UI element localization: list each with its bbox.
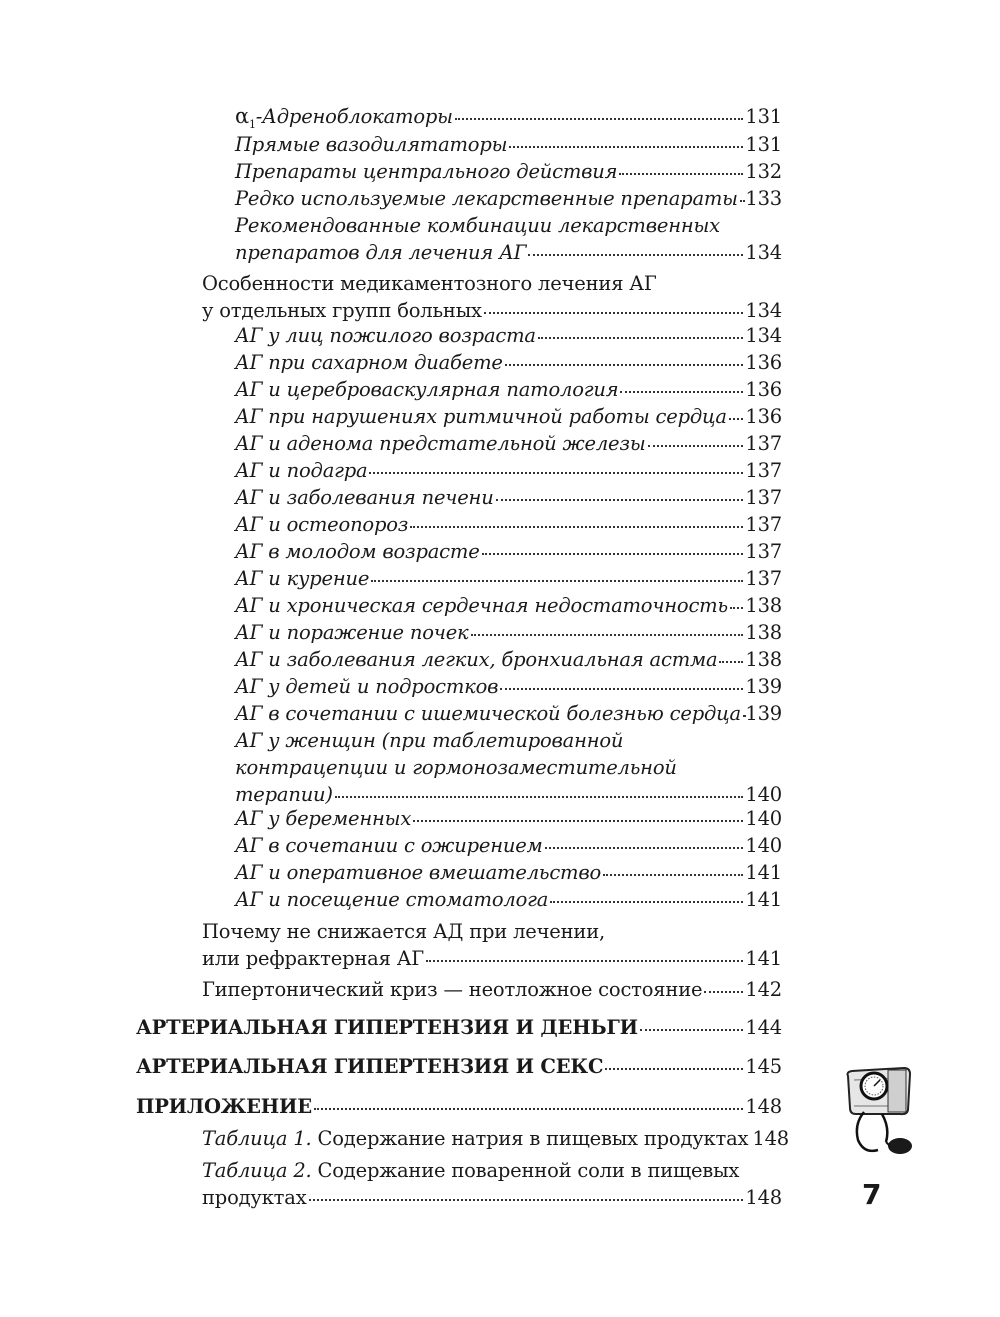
toc-entry[interactable] — [235, 805, 782, 832]
toc-entry[interactable] — [235, 430, 782, 457]
toc-chapter[interactable] — [136, 1093, 782, 1120]
toc-entry-page: 137 — [745, 540, 782, 563]
dot-leader — [496, 496, 744, 501]
toc-entry-page: 144 — [745, 1016, 782, 1039]
toc-chapter-title: АРТЕРИАЛЬНАЯ ГИПЕРТЕНЗИЯ И СЕКС — [136, 1055, 604, 1078]
toc-entry[interactable] — [235, 376, 782, 403]
toc-chapter[interactable] — [136, 1014, 782, 1041]
toc-entry[interactable] — [235, 619, 782, 646]
dot-leader — [730, 604, 743, 609]
toc-entry-page: 141 — [745, 861, 782, 884]
dot-leader — [413, 817, 743, 822]
toc-entry-page: 141 — [745, 888, 782, 911]
toc-entry[interactable] — [235, 511, 782, 538]
toc-entry-title: АГ и остеопороз — [235, 513, 409, 536]
toc-entry-page: 145 — [745, 1055, 782, 1078]
toc-entry-page: 131 — [745, 105, 782, 128]
toc-entry-page: 137 — [745, 459, 782, 482]
toc-entry-title: АГ и курение — [235, 567, 370, 590]
dot-leader — [371, 577, 743, 582]
toc-entry-title: АГ и аденома предстательной железы — [235, 432, 646, 455]
toc-entry[interactable] — [235, 158, 782, 185]
toc-entry[interactable] — [235, 700, 782, 727]
toc-entry[interactable] — [235, 886, 782, 913]
dot-leader — [605, 1065, 743, 1070]
toc-entry-page: 137 — [745, 486, 782, 509]
toc-entry-page: 131 — [745, 133, 782, 156]
toc-entry[interactable] — [235, 185, 782, 212]
dot-leader — [603, 871, 743, 876]
toc-entry-title: АГ у лиц пожилого возраста — [235, 324, 536, 347]
toc-entry[interactable] — [235, 565, 782, 592]
dot-leader — [620, 388, 743, 393]
toc-entry[interactable] — [235, 403, 782, 430]
toc-entry-page: 139 — [745, 702, 782, 725]
toc-entry[interactable] — [235, 131, 782, 158]
table-label: Таблица 2. — [202, 1159, 312, 1182]
dot-leader — [482, 550, 744, 555]
toc-entry-page: 139 — [745, 675, 782, 698]
dot-leader — [484, 309, 744, 314]
toc-entry-title: продуктах — [202, 1186, 307, 1209]
dot-leader — [369, 469, 743, 474]
toc-entry-title: -Адреноблокаторы — [255, 105, 453, 128]
toc-entry-page: 137 — [745, 432, 782, 455]
toc-entry-title: АГ в молодом возрасте — [235, 540, 480, 563]
toc-entry-page: 134 — [745, 299, 782, 322]
toc-entry[interactable] — [235, 727, 782, 808]
toc-entry-page: 138 — [745, 621, 782, 644]
toc-entry-page: 148 — [752, 1127, 789, 1150]
dot-leader — [455, 115, 744, 120]
toc-entry-title-line: Особенности медикаментозного лечения АГ — [202, 272, 657, 295]
toc-entry-title: Препараты центрального действия — [235, 160, 618, 183]
toc-entry[interactable] — [235, 457, 782, 484]
toc-entry-title: АГ и поражение почек — [235, 621, 469, 644]
toc-entry-title: Прямые вазодилятаторы — [235, 133, 508, 156]
dot-leader — [740, 197, 744, 202]
toc-entry-page: 137 — [745, 567, 782, 590]
toc-entry-page: 141 — [745, 947, 782, 970]
toc-entry-page: 148 — [745, 1095, 782, 1118]
toc-entry-page: 132 — [745, 160, 782, 183]
toc-entry-page: 137 — [745, 513, 782, 536]
dot-leader — [410, 523, 743, 528]
toc-entry-page: 134 — [745, 324, 782, 347]
toc-entry-title: АГ и посещение стоматолога — [235, 888, 549, 911]
toc-entry-page: 134 — [745, 241, 782, 264]
toc-section[interactable] — [202, 976, 782, 1003]
toc-chapter-title: АРТЕРИАЛЬНАЯ ГИПЕРТЕНЗИЯ И ДЕНЬГИ — [136, 1016, 638, 1039]
toc-entry-title-line: Содержание поваренной соли в пищевых — [311, 1159, 740, 1182]
toc-entry-title-line: Рекомендованные комбинации лекарственных — [235, 214, 720, 237]
toc-entry-title: АГ и подагра — [235, 459, 368, 482]
page-number: 7 — [862, 1178, 882, 1211]
toc-entry-title-line: Почему не снижается АД при лечении, — [202, 920, 606, 943]
tonometer-icon — [842, 1062, 918, 1162]
dot-leader — [471, 631, 744, 636]
toc-entry-page: 136 — [745, 351, 782, 374]
toc-entry-title: у отдельных групп больных — [202, 299, 482, 322]
toc-entry-title: Гипертонический криз — неотложное состояние — [202, 978, 703, 1001]
toc-entry-title: Редко используемые лекарственные препараты — [235, 187, 738, 210]
toc-entry-title: терапии) — [235, 783, 333, 806]
toc-chapter[interactable] — [136, 1053, 782, 1080]
toc-entry[interactable] — [235, 859, 782, 886]
dot-leader — [426, 957, 743, 962]
alpha-symbol: $\alpha_1$ — [235, 104, 256, 132]
toc-entry-title: АГ и оперативное вмешательство — [235, 861, 602, 884]
toc-entry[interactable] — [235, 349, 782, 376]
dot-leader — [509, 143, 743, 148]
dot-leader — [648, 442, 744, 447]
table-label: Таблица 1. — [202, 1127, 312, 1150]
dot-leader — [314, 1105, 743, 1110]
toc-section[interactable] — [202, 270, 782, 324]
toc-entry-title: АГ при сахарном диабете — [235, 351, 503, 374]
toc-entry-title-line: АГ у женщин (при таблетированной — [235, 729, 624, 752]
toc-entry[interactable] — [235, 538, 782, 565]
toc-entry[interactable] — [235, 592, 782, 619]
dot-leader — [719, 658, 743, 663]
toc-entry[interactable] — [235, 646, 782, 673]
toc-entry-title-line: контрацепции и гормонозаместительной — [235, 756, 677, 779]
dot-leader — [309, 1196, 744, 1201]
dot-leader — [704, 988, 743, 993]
toc-entry-page: 148 — [745, 1186, 782, 1209]
dot-leader — [550, 898, 743, 903]
toc-entry[interactable] — [235, 484, 782, 511]
toc-entry-title: препаратов для лечения АГ — [235, 241, 527, 264]
toc-entry-page: 136 — [745, 405, 782, 428]
toc-entry[interactable] — [235, 212, 782, 266]
toc-entry[interactable] — [235, 322, 782, 349]
toc-entry-title: АГ у беременных — [235, 807, 412, 830]
toc-entry-title: АГ у детей и подростков — [235, 675, 499, 698]
toc-entry-page: 138 — [745, 594, 782, 617]
dot-leader — [505, 361, 744, 366]
toc-entry-page: 133 — [745, 187, 782, 210]
dot-leader — [545, 844, 744, 849]
toc-entry-page: 140 — [745, 834, 782, 857]
dot-leader — [729, 415, 744, 420]
toc-entry-page: 138 — [745, 648, 782, 671]
toc-entry-page: 136 — [745, 378, 782, 401]
toc-entry-page: 140 — [745, 783, 782, 806]
toc-chapter-title: ПРИЛОЖЕНИЕ — [136, 1095, 312, 1118]
toc-entry-title: АГ и заболевания печени — [235, 486, 494, 509]
dot-leader — [528, 251, 743, 256]
toc-entry-title: Содержание натрия в пищевых продуктах — [311, 1127, 749, 1150]
toc-entry[interactable] — [235, 673, 782, 700]
toc-entry-title: АГ в сочетании с ишемической болезнью сердца — [235, 702, 741, 725]
toc-entry-page: 142 — [745, 978, 782, 1001]
toc-entry-title: или рефрактерная АГ — [202, 947, 424, 970]
toc-entry-title: АГ при нарушениях ритмичной работы сердца — [235, 405, 727, 428]
toc-entry-page: 140 — [745, 807, 782, 830]
toc-appendix-entry[interactable] — [202, 1157, 782, 1211]
toc-entry-title: АГ в сочетании с ожирением — [235, 834, 543, 857]
dot-leader — [538, 334, 744, 339]
dot-leader — [335, 793, 744, 798]
toc-entry-title: АГ и цереброваскулярная патология — [235, 378, 619, 401]
toc-section[interactable] — [202, 918, 782, 972]
dot-leader — [619, 170, 743, 175]
toc-entry[interactable] — [235, 832, 782, 859]
toc-entry-title: АГ и заболевания легких, бронхиальная астма — [235, 648, 718, 671]
dot-leader — [640, 1026, 744, 1031]
dot-leader — [500, 685, 743, 690]
toc-entry-title: АГ и хроническая сердечная недостаточность — [235, 594, 728, 617]
toc-appendix-entry[interactable] — [202, 1125, 789, 1152]
